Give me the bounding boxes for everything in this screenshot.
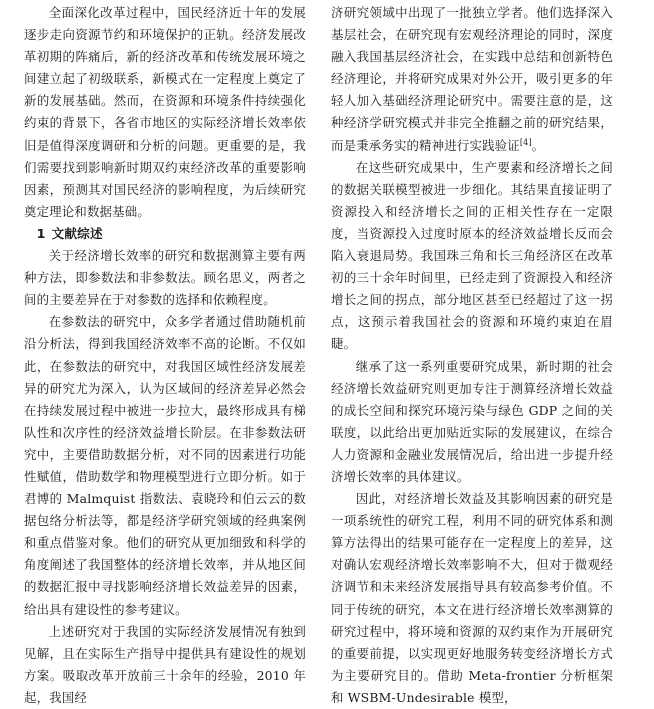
continued-paragraph xyxy=(331,2,613,157)
left-column xyxy=(24,2,306,709)
section-title: 文献综述 xyxy=(51,225,103,241)
section-number: 1 xyxy=(36,225,46,241)
citation-ref: [4] xyxy=(519,137,532,147)
right-column xyxy=(331,2,613,709)
inheritance-paragraph: 继承了这一系列重要研究成果，新时期的社会经济增长效益研究则更加专注于测算经济增长效益的成长空间和探究环境污染与绿色 GDP 之间的关联度，以此给出更加贴近实际的发展建议，在综合人力资源和金融业发展情况后，给出进一步提升经济增长效率的具体建议。 xyxy=(331,358,613,484)
intro-paragraph: 全面深化改革过程中，国民经济近十年的发展逐步走向资源节约和环境保护的正轨。经济发展改革初期的阵痛后，新的经济改革和传统发展环境之间建立起了初级联系，新模式在一定程度上奠定了新的发展基础。然而，在资源和环境条件持续强化约束的背景下，各省市地区的实际经济增长效率依旧是值得深度调研和分析的问题。更重要的是，我们需要找到影响新时期双约束经济改革的重要影响因素，预测其对国民经济的影响程度，为后续研究奠定理论和数据基础。 xyxy=(24,5,306,219)
continued-text: 济研究领域中出现了一批独立学者。他们选择深入基层社会，在研究现有宏观经济理论的同时，深度融入我国基层经济社会，在实践中总结和创新特色经济理论，并将研究成果对外公开，吸引更多的年轻人加入基础经济理论研究中。需要注意的是，这种经济学研究模式并非完全推翻之前的研究结果，而是秉承务实的精神进行实践验证 xyxy=(331,5,613,153)
parametric-paragraph: 在参数法的研究中，众多学者通过借助随机前沿分析法，得到我国经济效率不高的论断。不仅如此，在参数法的研究中，对我国区域性经济发展差异的研究尤为深入，认为区域间的经济差异必然会在持续发展过程中被进一步拉大，最终形成具有梯队性和次序性的经济效益增长阶层。在非参数法研究中，主要借助数据分析，对不同的因素进行功能性赋值，借助数学和物理模型进行立即分析。如于君博的 Malmquist 指数法、袁晓玲和伯云云的数据包络分析法等，都是经济学研究领域的经典案例和重点借鉴对象。他们的研究从更加细致和科学的角度阐述了我国整体的经济增长效率，并从地区间的数据汇报中寻找影响经济增长效益差异的因素，给出具有建设性的参考建议。 xyxy=(24,314,306,617)
continued-end: 。 xyxy=(531,137,545,153)
section-heading xyxy=(24,223,306,245)
conclusion-paragraph: 因此，对经济增长效益及其影响因素的研究是一项系统性的研究工程，利用不同的研究体系和测算方法得出的结果可能存在一定程度上的差异，这对确认宏观经济增长效率影响不大，但对于微观经济调节和未来经济发展指导具有较高参考价值。不同于传统的研究，本文在进行经济增长效率测算的研究过程中，将环境和资源的双约束作为开展研究的重要前提，以实现更好地服务转变经济增长方式为主要研究目的。借助 Meta-frontier 分析框架和 WSBM-Undesirable 模型， xyxy=(331,491,613,705)
methods-paragraph: 关于经济增长效率的研究和数据测算主要有两种方法，即参数法和非参数法。顾名思义，两者之间的主要差异在于对参数的选择和依赖程度。 xyxy=(24,248,306,308)
summary-paragraph: 上述研究对于我国的实际经济发展情况有独到见解，且在实际生产指导中提供具有建设性的规划方案。吸取改革开放前三十余年的经验，2010 年起，我国经 xyxy=(24,623,306,705)
results-paragraph: 在这些研究成果中，生产要素和经济增长之间的数据关联模型被进一步细化。其结果直接证明了资源投入和经济增长之间的正相关性存在一定限度，当资源投入过度时原本的经济效益增长反而会陷入衰退局势。我国珠三角和长三角经济区在改革初的三十余年时间里，已经走到了资源投入和经济增长之间的拐点，部分地区甚至已经超过了这一拐点，这预示着我国社会的资源和环境约束迫在眉睫。 xyxy=(331,159,613,352)
